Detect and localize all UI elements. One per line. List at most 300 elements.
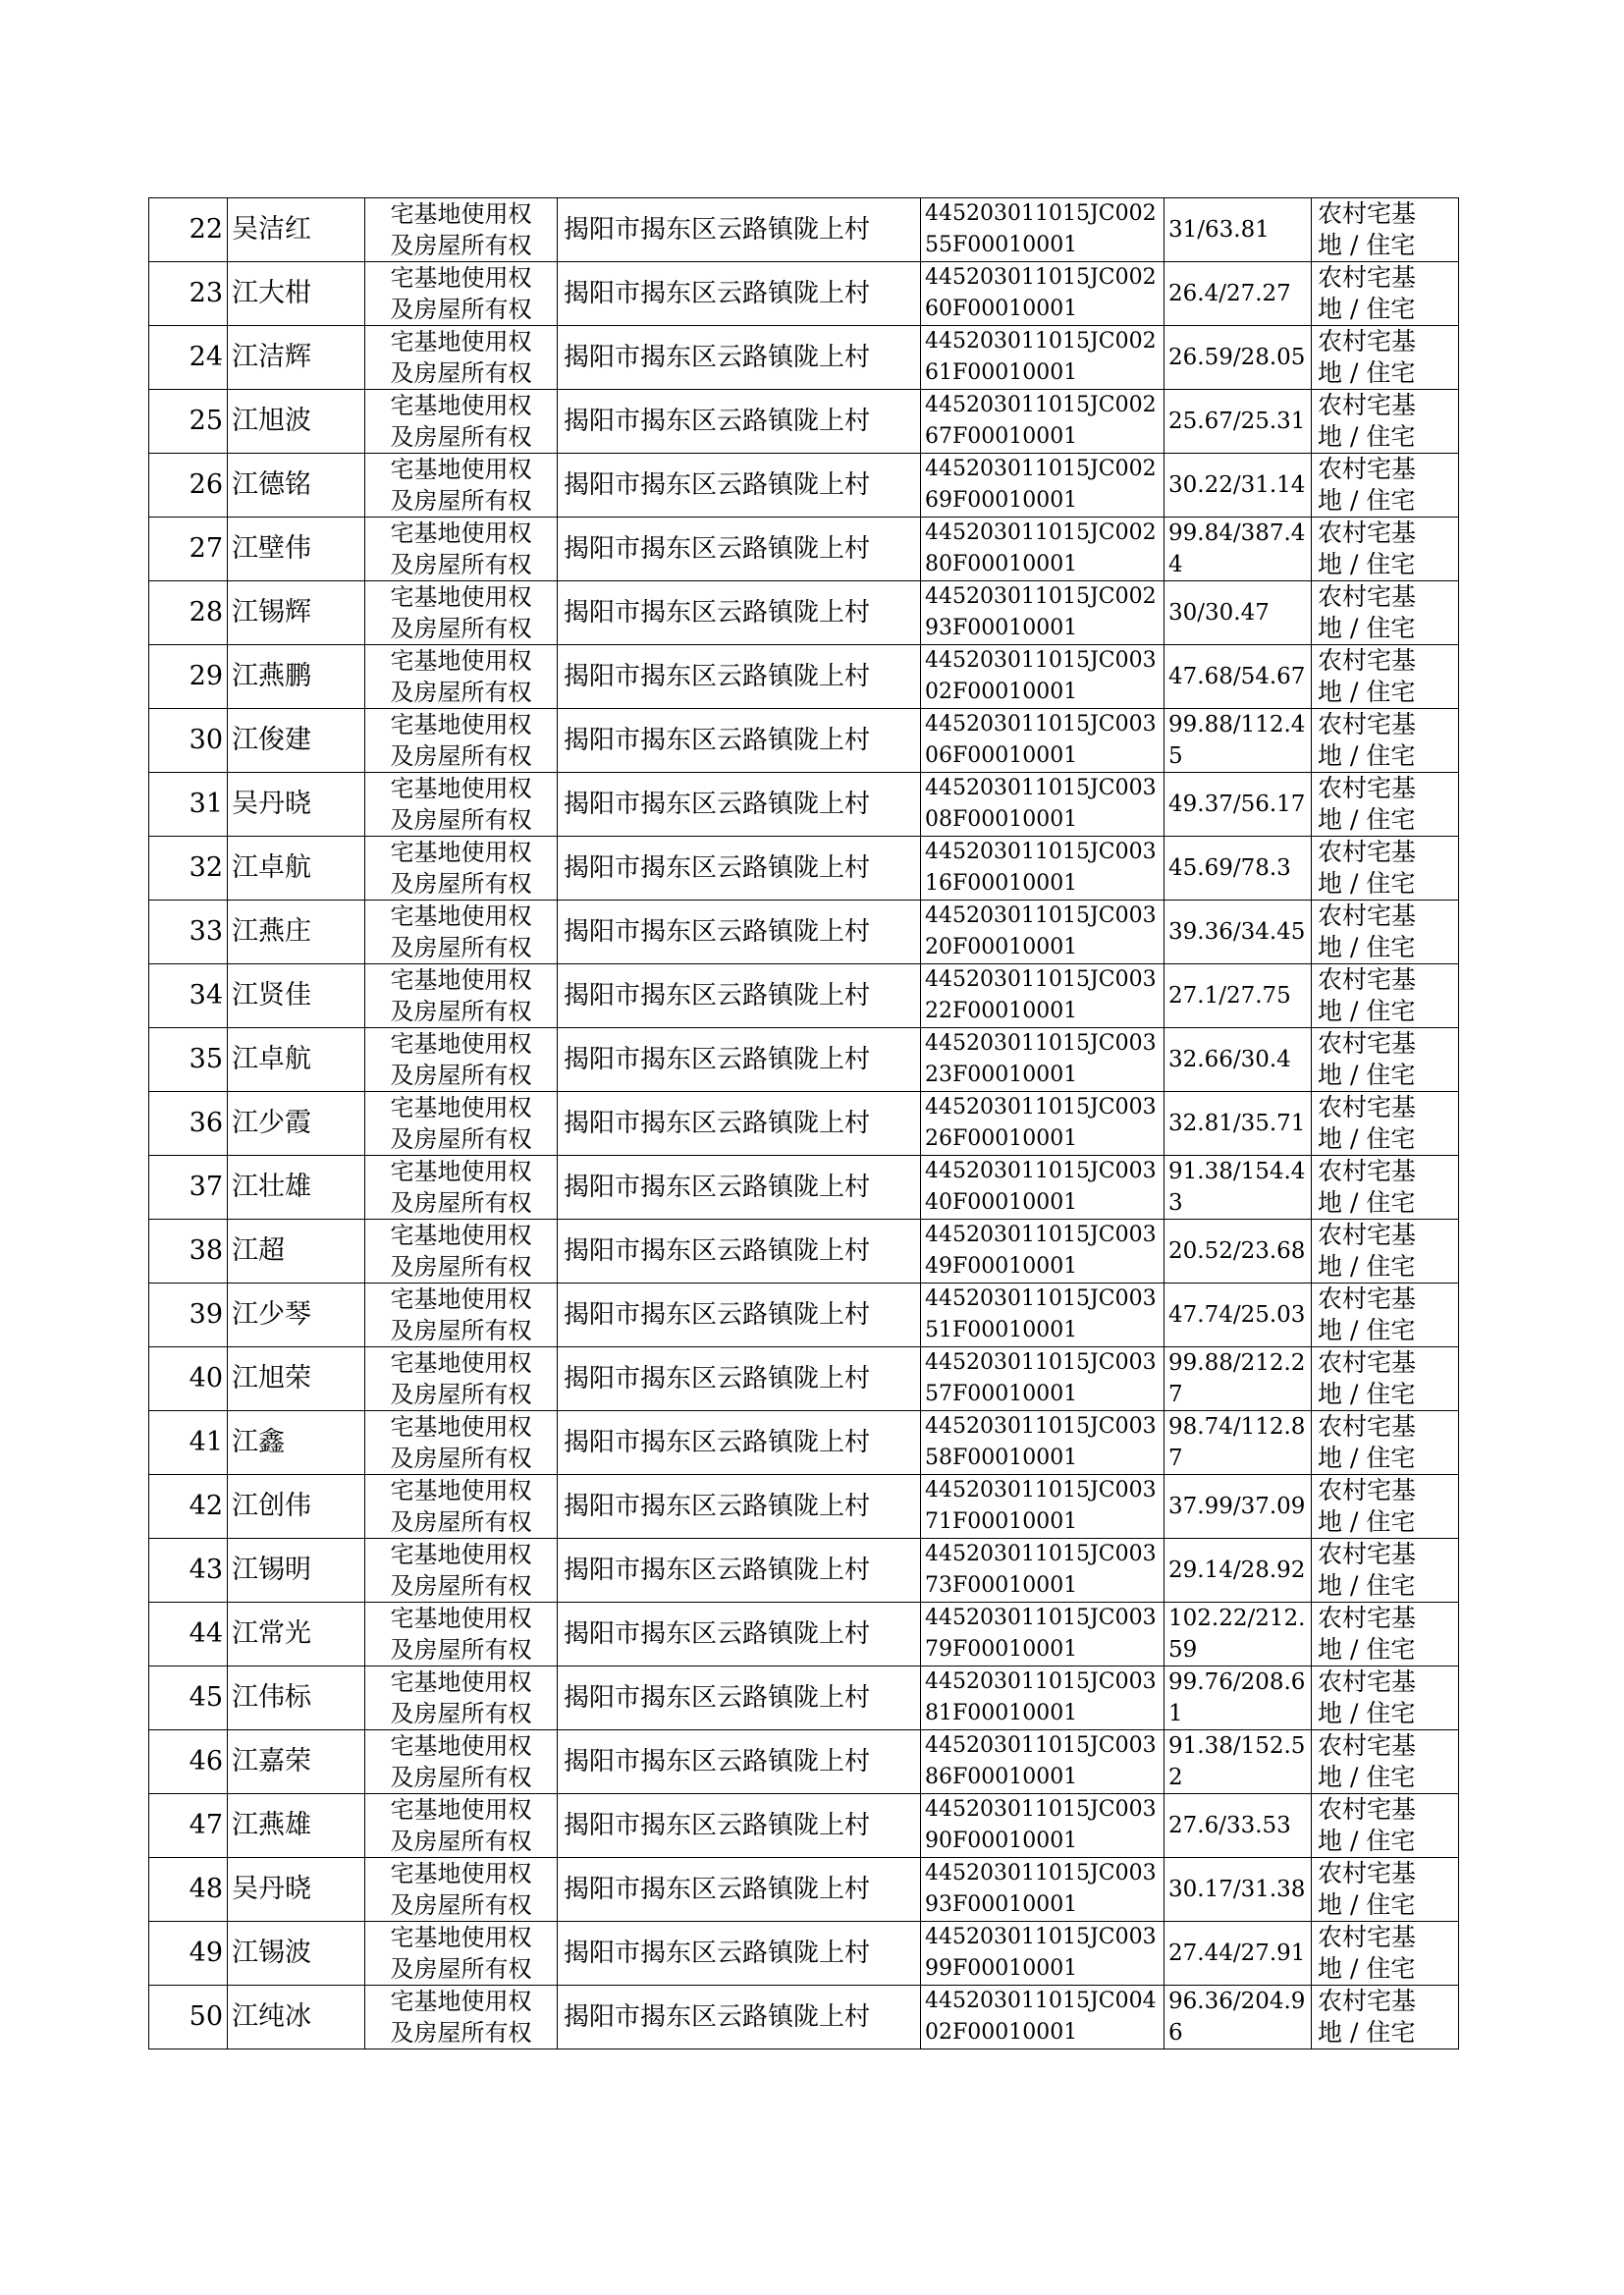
- usage-text: 农村宅基 地 / 住宅: [1318, 965, 1417, 1025]
- owner-name-cell: [228, 1922, 365, 1986]
- address-text: 揭阳市揭东区云路镇陇上村: [564, 1619, 871, 1649]
- address-cell: [558, 1858, 921, 1922]
- right-type-cell: [365, 1092, 558, 1156]
- owner-name-text: 江大柑: [232, 278, 311, 308]
- usage-text: 农村宅基 地 / 住宅: [1318, 519, 1417, 578]
- area-text: 98.74/112.87: [1168, 1414, 1306, 1471]
- row-number-text: 22: [189, 214, 223, 245]
- row-number-cell: [149, 1922, 228, 1986]
- unit-code-cell: [921, 964, 1164, 1028]
- row-number-text: 37: [189, 1172, 223, 1202]
- address-cell: [558, 262, 921, 326]
- address-cell: [558, 1284, 921, 1347]
- usage-cell: [1312, 390, 1459, 454]
- right-type-text: 宅基地使用权 及房屋所有权: [390, 1285, 532, 1344]
- row-number-text: 42: [189, 1491, 223, 1521]
- table-row: [149, 1156, 1459, 1220]
- address-text: 揭阳市揭东区云路镇陇上村: [564, 1492, 871, 1521]
- area-text: 31/63.81: [1168, 217, 1270, 243]
- right-type-cell: [365, 1156, 558, 1220]
- table-row: [149, 1347, 1459, 1411]
- row-number-cell: [149, 1858, 228, 1922]
- right-type-text: 宅基地使用权 及房屋所有权: [390, 1988, 532, 2047]
- address-text: 揭阳市揭东区云路镇陇上村: [564, 470, 871, 500]
- address-cell: [558, 1092, 921, 1156]
- unit-code-cell: [921, 390, 1164, 454]
- table-row: [149, 1986, 1459, 2049]
- owner-name-cell: [228, 1858, 365, 1922]
- usage-cell: [1312, 964, 1459, 1028]
- owner-name-cell: [228, 1028, 365, 1092]
- owner-name-text: 江少琴: [232, 1299, 311, 1330]
- owner-name-cell: [228, 1986, 365, 2049]
- row-number-cell: [149, 1986, 228, 2049]
- owner-name-text: 江锡波: [232, 1938, 311, 1968]
- table-row: [149, 326, 1459, 390]
- unit-code-text: 445203011015JC00402F00010001: [925, 1989, 1157, 2045]
- row-number-cell: [149, 709, 228, 773]
- area-text: 91.38/154.43: [1168, 1159, 1306, 1216]
- row-number-cell: [149, 581, 228, 645]
- address-cell: [558, 1667, 921, 1730]
- right-type-text: 宅基地使用权 及房屋所有权: [390, 519, 532, 578]
- owner-name-cell: [228, 1475, 365, 1539]
- area-cell: [1164, 645, 1312, 709]
- row-number-text: 30: [189, 725, 223, 755]
- right-type-cell: [365, 198, 558, 262]
- right-type-cell: [365, 837, 558, 901]
- right-type-cell: [365, 1028, 558, 1092]
- right-type-text: 宅基地使用权 及房屋所有权: [390, 456, 532, 515]
- address-cell: [558, 1156, 921, 1220]
- table-row: [149, 645, 1459, 709]
- unit-code-cell: [921, 1730, 1164, 1794]
- right-type-text: 宅基地使用权 及房屋所有权: [390, 328, 532, 387]
- row-number-text: 45: [189, 1682, 223, 1713]
- owner-name-text: 江超: [232, 1235, 285, 1266]
- right-type-text: 宅基地使用权 及房屋所有权: [390, 775, 532, 834]
- table-row: [149, 1411, 1459, 1475]
- right-type-text: 宅基地使用权 及房屋所有权: [390, 1668, 532, 1727]
- usage-text: 农村宅基 地 / 住宅: [1318, 199, 1417, 259]
- right-type-text: 宅基地使用权 及房屋所有权: [390, 392, 532, 451]
- row-number-text: 23: [189, 278, 223, 308]
- row-number-text: 25: [189, 406, 223, 436]
- usage-cell: [1312, 1667, 1459, 1730]
- owner-name-cell: [228, 1411, 365, 1475]
- address-text: 揭阳市揭东区云路镇陇上村: [564, 598, 871, 628]
- right-type-cell: [365, 1794, 558, 1858]
- address-cell: [558, 709, 921, 773]
- owner-name-cell: [228, 454, 365, 518]
- address-cell: [558, 837, 921, 901]
- address-text: 揭阳市揭东区云路镇陇上村: [564, 1109, 871, 1138]
- right-type-cell: [365, 1284, 558, 1347]
- unit-code-cell: [921, 1475, 1164, 1539]
- area-cell: [1164, 1794, 1312, 1858]
- area-cell: [1164, 773, 1312, 837]
- right-type-text: 宅基地使用权 及房屋所有权: [390, 1860, 532, 1919]
- row-number-text: 29: [189, 661, 223, 691]
- address-text: 揭阳市揭东区云路镇陇上村: [564, 1300, 871, 1330]
- unit-code-text: 445203011015JC00260F00010001: [925, 265, 1157, 321]
- area-cell: [1164, 198, 1312, 262]
- address-cell: [558, 390, 921, 454]
- table-row: [149, 390, 1459, 454]
- area-cell: [1164, 390, 1312, 454]
- usage-cell: [1312, 1092, 1459, 1156]
- address-cell: [558, 773, 921, 837]
- owner-name-cell: [228, 198, 365, 262]
- table-row: [149, 581, 1459, 645]
- usage-cell: [1312, 645, 1459, 709]
- usage-cell: [1312, 454, 1459, 518]
- row-number-cell: [149, 1347, 228, 1411]
- address-cell: [558, 964, 921, 1028]
- row-number-text: 39: [189, 1299, 223, 1330]
- owner-name-text: 江壁伟: [232, 533, 311, 564]
- right-type-text: 宅基地使用权 及房屋所有权: [390, 1732, 532, 1791]
- usage-text: 农村宅基 地 / 住宅: [1318, 582, 1417, 642]
- row-number-cell: [149, 837, 228, 901]
- area-text: 30.17/31.38: [1168, 1877, 1306, 1902]
- area-text: 47.74/25.03: [1168, 1302, 1306, 1328]
- usage-text: 农村宅基 地 / 住宅: [1318, 455, 1417, 515]
- owner-name-text: 江纯冰: [232, 2001, 311, 2032]
- usage-cell: [1312, 1475, 1459, 1539]
- address-text: 揭阳市揭东区云路镇陇上村: [564, 1428, 871, 1457]
- row-number-cell: [149, 1028, 228, 1092]
- usage-text: 农村宅基 地 / 住宅: [1318, 1731, 1417, 1791]
- address-text: 揭阳市揭东区云路镇陇上村: [564, 279, 871, 308]
- area-text: 30.22/31.14: [1168, 472, 1306, 498]
- right-type-cell: [365, 773, 558, 837]
- area-text: 32.66/30.4: [1168, 1047, 1291, 1072]
- usage-text: 农村宅基 地 / 住宅: [1318, 1093, 1417, 1153]
- owner-name-text: 江少霞: [232, 1108, 311, 1138]
- usage-cell: [1312, 198, 1459, 262]
- unit-code-text: 445203011015JC00351F00010001: [925, 1286, 1157, 1342]
- row-number-text: 34: [189, 980, 223, 1011]
- right-type-text: 宅基地使用权 及房屋所有权: [390, 839, 532, 898]
- table-row: [149, 901, 1459, 964]
- address-cell: [558, 581, 921, 645]
- owner-name-cell: [228, 326, 365, 390]
- row-number-cell: [149, 1475, 228, 1539]
- address-text: 揭阳市揭东区云路镇陇上村: [564, 981, 871, 1011]
- table-row: [149, 1667, 1459, 1730]
- area-cell: [1164, 1986, 1312, 2049]
- owner-name-cell: [228, 773, 365, 837]
- usage-text: 农村宅基 地 / 住宅: [1318, 1412, 1417, 1472]
- row-number-text: 40: [189, 1363, 223, 1393]
- address-text: 揭阳市揭东区云路镇陇上村: [564, 407, 871, 436]
- area-cell: [1164, 1667, 1312, 1730]
- table-row: [149, 262, 1459, 326]
- table-row: [149, 773, 1459, 837]
- row-number-cell: [149, 262, 228, 326]
- unit-code-cell: [921, 581, 1164, 645]
- area-text: 45.69/78.3: [1168, 855, 1291, 881]
- right-type-text: 宅基地使用权 及房屋所有权: [390, 1605, 532, 1664]
- usage-cell: [1312, 1603, 1459, 1667]
- area-cell: [1164, 964, 1312, 1028]
- address-cell: [558, 518, 921, 581]
- owner-name-text: 江卓航: [232, 1044, 311, 1074]
- owner-name-cell: [228, 1092, 365, 1156]
- right-type-cell: [365, 1603, 558, 1667]
- address-text: 揭阳市揭东区云路镇陇上村: [564, 1173, 871, 1202]
- right-type-cell: [365, 645, 558, 709]
- unit-code-cell: [921, 709, 1164, 773]
- usage-text: 农村宅基 地 / 住宅: [1318, 1667, 1417, 1727]
- usage-cell: [1312, 581, 1459, 645]
- row-number-cell: [149, 1411, 228, 1475]
- area-text: 37.99/37.09: [1168, 1494, 1306, 1519]
- usage-text: 农村宅基 地 / 住宅: [1318, 838, 1417, 898]
- area-text: 25.67/25.31: [1168, 409, 1306, 434]
- row-number-cell: [149, 326, 228, 390]
- right-type-text: 宅基地使用权 及房屋所有权: [390, 1541, 532, 1600]
- right-type-cell: [365, 1667, 558, 1730]
- right-type-cell: [365, 262, 558, 326]
- owner-name-text: 江燕鹏: [232, 661, 311, 691]
- owner-name-cell: [228, 581, 365, 645]
- usage-cell: [1312, 709, 1459, 773]
- area-cell: [1164, 901, 1312, 964]
- unit-code-text: 445203011015JC00255F00010001: [925, 201, 1157, 257]
- right-type-cell: [365, 1858, 558, 1922]
- table-row: [149, 1284, 1459, 1347]
- unit-code-cell: [921, 1858, 1164, 1922]
- unit-code-text: 445203011015JC00322F00010001: [925, 967, 1157, 1023]
- usage-text: 农村宅基 地 / 住宅: [1318, 1029, 1417, 1089]
- row-number-cell: [149, 1794, 228, 1858]
- area-cell: [1164, 1156, 1312, 1220]
- unit-code-text: 445203011015JC00308F00010001: [925, 776, 1157, 832]
- unit-code-text: 445203011015JC00357F00010001: [925, 1350, 1157, 1406]
- right-type-cell: [365, 1475, 558, 1539]
- owner-name-cell: [228, 1730, 365, 1794]
- right-type-text: 宅基地使用权 及房屋所有权: [390, 902, 532, 961]
- address-text: 揭阳市揭东区云路镇陇上村: [564, 1683, 871, 1713]
- unit-code-text: 445203011015JC00316F00010001: [925, 840, 1157, 896]
- row-number-text: 48: [189, 1874, 223, 1904]
- table-body: [149, 198, 1459, 2049]
- usage-text: 农村宅基 地 / 住宅: [1318, 1859, 1417, 1919]
- area-text: 49.37/56.17: [1168, 792, 1306, 817]
- table-row: [149, 1475, 1459, 1539]
- right-type-text: 宅基地使用权 及房屋所有权: [390, 647, 532, 706]
- area-cell: [1164, 1028, 1312, 1092]
- unit-code-text: 445203011015JC00390F00010001: [925, 1797, 1157, 1853]
- right-type-text: 宅基地使用权 及房屋所有权: [390, 1924, 532, 1983]
- area-cell: [1164, 1475, 1312, 1539]
- unit-code-text: 445203011015JC00320F00010001: [925, 903, 1157, 959]
- unit-code-cell: [921, 1347, 1164, 1411]
- area-text: 91.38/152.52: [1168, 1733, 1306, 1790]
- owner-name-cell: [228, 964, 365, 1028]
- usage-cell: [1312, 837, 1459, 901]
- area-cell: [1164, 1411, 1312, 1475]
- usage-cell: [1312, 1284, 1459, 1347]
- usage-cell: [1312, 1539, 1459, 1603]
- right-type-cell: [365, 1539, 558, 1603]
- table-row: [149, 1092, 1459, 1156]
- row-number-cell: [149, 1092, 228, 1156]
- row-number-text: 38: [189, 1235, 223, 1266]
- owner-name-cell: [228, 1667, 365, 1730]
- row-number-cell: [149, 1284, 228, 1347]
- address-cell: [558, 198, 921, 262]
- unit-code-cell: [921, 1156, 1164, 1220]
- owner-name-cell: [228, 1284, 365, 1347]
- address-cell: [558, 1603, 921, 1667]
- usage-text: 农村宅基 地 / 住宅: [1318, 1987, 1417, 2047]
- table-row: [149, 709, 1459, 773]
- address-text: 揭阳市揭东区云路镇陇上村: [564, 1236, 871, 1266]
- owner-name-cell: [228, 645, 365, 709]
- address-cell: [558, 1986, 921, 2049]
- row-number-text: 44: [189, 1618, 223, 1649]
- usage-cell: [1312, 262, 1459, 326]
- area-text: 30/30.47: [1168, 600, 1270, 626]
- usage-cell: [1312, 518, 1459, 581]
- unit-code-text: 445203011015JC00269F00010001: [925, 457, 1157, 513]
- area-cell: [1164, 1603, 1312, 1667]
- address-cell: [558, 901, 921, 964]
- row-number-text: 27: [189, 533, 223, 564]
- unit-code-cell: [921, 326, 1164, 390]
- owner-name-text: 江俊建: [232, 725, 311, 755]
- row-number-text: 26: [189, 469, 223, 500]
- unit-code-cell: [921, 901, 1164, 964]
- right-type-cell: [365, 1220, 558, 1284]
- row-number-cell: [149, 1156, 228, 1220]
- right-type-text: 宅基地使用权 及房屋所有权: [390, 1222, 532, 1281]
- address-text: 揭阳市揭东区云路镇陇上村: [564, 1875, 871, 1904]
- owner-name-text: 江旭波: [232, 406, 311, 436]
- owner-name-text: 江旭荣: [232, 1363, 311, 1393]
- unit-code-text: 445203011015JC00371F00010001: [925, 1478, 1157, 1534]
- usage-text: 农村宅基 地 / 住宅: [1318, 327, 1417, 387]
- owner-name-cell: [228, 1156, 365, 1220]
- row-number-cell: [149, 518, 228, 581]
- unit-code-cell: [921, 1603, 1164, 1667]
- usage-cell: [1312, 1922, 1459, 1986]
- right-type-text: 宅基地使用权 及房屋所有权: [390, 1349, 532, 1408]
- usage-cell: [1312, 1411, 1459, 1475]
- row-number-text: 28: [189, 597, 223, 628]
- row-number-cell: [149, 1667, 228, 1730]
- table-row: [149, 1922, 1459, 1986]
- area-text: 26.4/27.27: [1168, 281, 1291, 306]
- right-type-cell: [365, 454, 558, 518]
- owner-name-text: 吴丹晓: [232, 789, 311, 819]
- table-row: [149, 1220, 1459, 1284]
- row-number-text: 35: [189, 1044, 223, 1074]
- address-cell: [558, 1220, 921, 1284]
- address-cell: [558, 454, 921, 518]
- usage-cell: [1312, 1156, 1459, 1220]
- address-cell: [558, 1028, 921, 1092]
- table-row: [149, 1794, 1459, 1858]
- usage-cell: [1312, 1347, 1459, 1411]
- usage-text: 农村宅基 地 / 住宅: [1318, 710, 1417, 770]
- row-number-cell: [149, 1730, 228, 1794]
- area-cell: [1164, 1284, 1312, 1347]
- owner-name-text: 江创伟: [232, 1491, 311, 1521]
- owner-name-text: 江燕雄: [232, 1810, 311, 1840]
- unit-code-cell: [921, 198, 1164, 262]
- row-number-text: 50: [189, 2001, 223, 2032]
- usage-cell: [1312, 1986, 1459, 2049]
- owner-name-cell: [228, 1220, 365, 1284]
- area-text: 27.44/27.91: [1168, 1940, 1306, 1966]
- row-number-cell: [149, 901, 228, 964]
- right-type-cell: [365, 518, 558, 581]
- area-cell: [1164, 1730, 1312, 1794]
- area-text: 32.81/35.71: [1168, 1111, 1306, 1136]
- address-text: 揭阳市揭东区云路镇陇上村: [564, 1045, 871, 1074]
- right-type-cell: [365, 1411, 558, 1475]
- unit-code-cell: [921, 454, 1164, 518]
- row-number-text: 36: [189, 1108, 223, 1138]
- unit-code-text: 445203011015JC00293F00010001: [925, 584, 1157, 640]
- owner-name-text: 江常光: [232, 1618, 311, 1649]
- address-cell: [558, 1730, 921, 1794]
- owner-name-cell: [228, 1794, 365, 1858]
- unit-code-text: 445203011015JC00386F00010001: [925, 1733, 1157, 1789]
- area-text: 99.84/387.44: [1168, 520, 1306, 577]
- usage-text: 农村宅基 地 / 住宅: [1318, 646, 1417, 706]
- unit-code-cell: [921, 1794, 1164, 1858]
- right-type-text: 宅基地使用权 及房屋所有权: [390, 264, 532, 323]
- usage-cell: [1312, 326, 1459, 390]
- unit-code-cell: [921, 1028, 1164, 1092]
- row-number-cell: [149, 390, 228, 454]
- table-row: [149, 518, 1459, 581]
- area-text: 99.76/208.61: [1168, 1669, 1306, 1726]
- usage-cell: [1312, 773, 1459, 837]
- unit-code-text: 445203011015JC00399F00010001: [925, 1925, 1157, 1981]
- area-text: 27.1/27.75: [1168, 983, 1291, 1009]
- owner-name-cell: [228, 709, 365, 773]
- table-row: [149, 1603, 1459, 1667]
- owner-name-text: 吴洁红: [232, 214, 311, 245]
- usage-cell: [1312, 901, 1459, 964]
- address-cell: [558, 1347, 921, 1411]
- unit-code-cell: [921, 1284, 1164, 1347]
- right-type-text: 宅基地使用权 及房屋所有权: [390, 583, 532, 642]
- usage-cell: [1312, 1858, 1459, 1922]
- unit-code-text: 445203011015JC00349F00010001: [925, 1223, 1157, 1279]
- address-text: 揭阳市揭东区云路镇陇上村: [564, 790, 871, 819]
- area-cell: [1164, 454, 1312, 518]
- right-type-text: 宅基地使用权 及房屋所有权: [390, 200, 532, 259]
- area-cell: [1164, 1922, 1312, 1986]
- owner-name-text: 江鑫: [232, 1427, 285, 1457]
- owner-name-cell: [228, 837, 365, 901]
- usage-text: 农村宅基 地 / 住宅: [1318, 1157, 1417, 1217]
- area-text: 96.36/204.96: [1168, 1989, 1306, 2046]
- area-cell: [1164, 262, 1312, 326]
- row-number-text: 24: [189, 342, 223, 372]
- owner-name-text: 江壮雄: [232, 1172, 311, 1202]
- unit-code-cell: [921, 837, 1164, 901]
- usage-text: 农村宅基 地 / 住宅: [1318, 1795, 1417, 1855]
- address-text: 揭阳市揭东区云路镇陇上村: [564, 1364, 871, 1393]
